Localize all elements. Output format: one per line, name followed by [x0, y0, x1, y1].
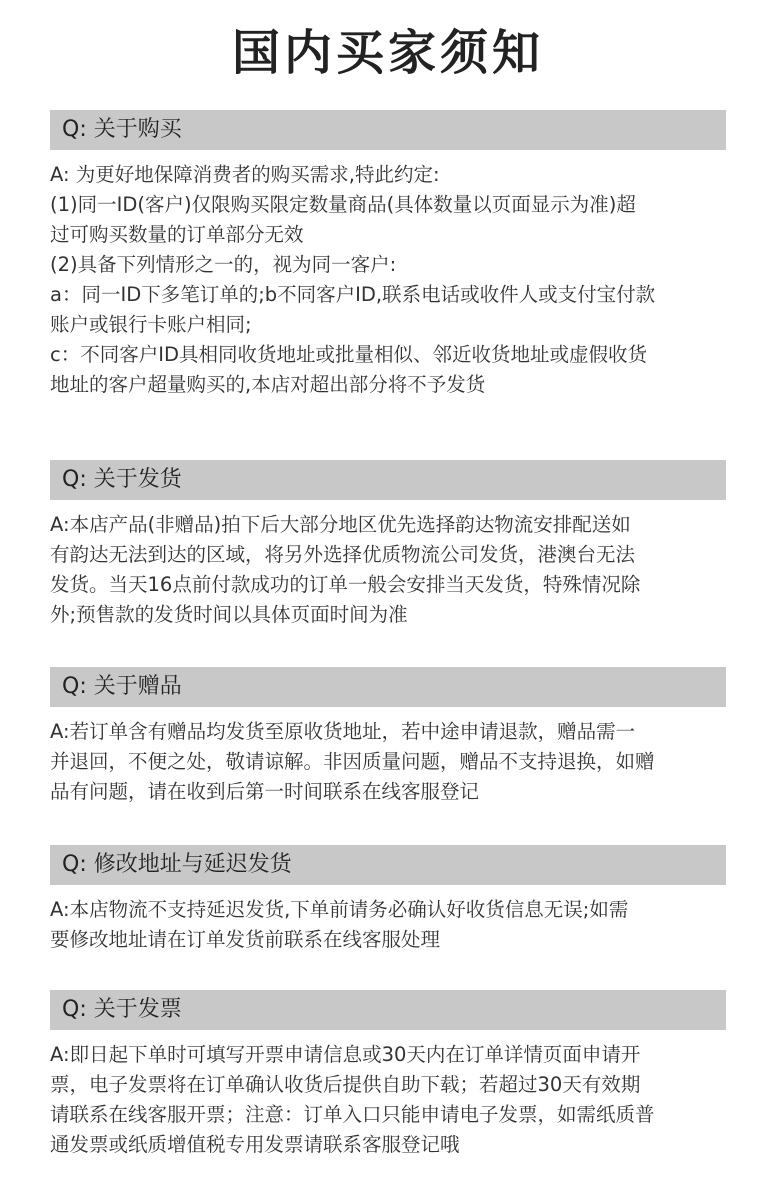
answer-line: 请联系在线客服开票；注意：订单入口只能申请电子发票，如需纸质普	[50, 1103, 655, 1126]
faq-section-purchase	[50, 110, 726, 400]
answer-line: A: 为更好地保障消费者的购买需求,特此约定:	[50, 163, 440, 186]
faq-section-shipping	[50, 460, 726, 630]
answer-line: 票，电子发票将在订单确认收货后提供自助下载；若超过30天有效期	[50, 1073, 641, 1096]
answer-text	[50, 510, 726, 630]
answer-line: A:本店物流不支持延迟发货,下单前请务必确认好收货信息无误;如需	[50, 898, 629, 921]
answer-line: A:本店产品(非赠品)拍下后大部分地区优先选择韵达物流安排配送如	[50, 513, 631, 536]
question-bar: Q: 关于购买	[50, 110, 726, 150]
question-bar: Q: 关于发货	[50, 460, 726, 500]
answer-line: 发货。当天16点前付款成功的订单一般会安排当天发货，特殊情况除	[50, 573, 641, 596]
answer-line: 地址的客户超量购买的,本店对超出部分将不予发货	[50, 373, 486, 396]
answer-text	[50, 717, 726, 807]
answer-text	[50, 1040, 726, 1160]
answer-line: 要修改地址请在订单发货前联系在线客服处理	[50, 928, 441, 951]
faq-section-address-change	[50, 845, 726, 955]
answer-line: 外;预售款的发货时间以具体页面时间为准	[50, 603, 408, 626]
faq-section-gifts	[50, 667, 726, 807]
answer-line: 过可购买数量的订单部分无效	[50, 223, 304, 246]
answer-line: 账户或银行卡账户相同;	[50, 313, 252, 336]
answer-line: (1)同一ID(客户)仅限购买限定数量商品(具体数量以页面显示为准)超	[50, 193, 636, 216]
answer-line: A:若订单含有赠品均发货至原收货地址，若中途申请退款，赠品需一	[50, 720, 636, 743]
question-bar: Q: 修改地址与延迟发货	[50, 845, 726, 885]
answer-line: A:即日起下单时可填写开票申请信息或30天内在订单详情页面申请开	[50, 1043, 641, 1066]
answer-text	[50, 160, 726, 400]
faq-section-invoice	[50, 990, 726, 1160]
answer-line: 通发票或纸质增值税专用发票请联系客服登记哦	[50, 1133, 460, 1156]
question-bar: Q: 关于发票	[50, 990, 726, 1030]
page-title: 国内买家须知	[231, 25, 544, 81]
answer-line: c：不同客户ID具相同收货地址或批量相似、邻近收货地址或虚假收货	[50, 343, 647, 366]
answer-line: 有韵达无法到达的区域，将另外选择优质物流公司发货，港澳台无法	[50, 543, 636, 566]
answer-line: 并退回，不便之处，敬请谅解。非因质量问题，赠品不支持退换，如赠	[50, 750, 655, 773]
answer-line: a：同一ID下多笔订单的;b不同客户ID,联系电话或收件人或支付宝付款	[50, 283, 656, 306]
answer-line: (2)具备下列情形之一的，视为同一客户:	[50, 253, 397, 276]
answer-line: 品有问题，请在收到后第一时间联系在线客服登记	[50, 780, 480, 803]
answer-text	[50, 895, 726, 955]
question-bar: Q: 关于赠品	[50, 667, 726, 707]
